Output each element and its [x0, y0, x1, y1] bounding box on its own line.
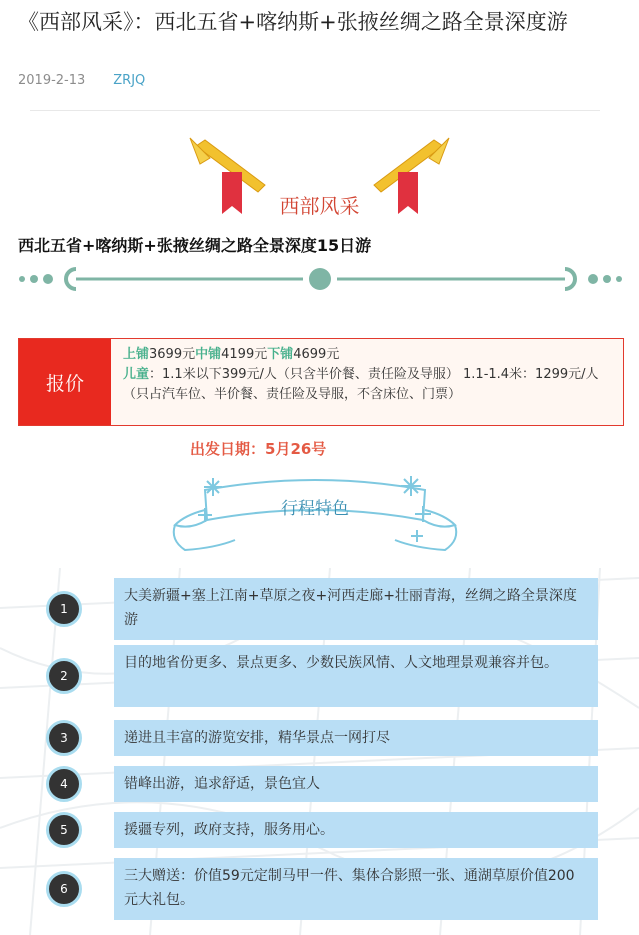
feature-item: [40, 812, 600, 848]
article-meta: [18, 73, 145, 88]
header-divider: [30, 110, 600, 111]
price-tag: 报价: [19, 339, 111, 425]
price-panel: [18, 338, 624, 426]
author-link[interactable]: ZRJQ: [113, 73, 146, 88]
middle-berth-price: 4199元: [221, 347, 268, 362]
feature-item: [40, 720, 600, 756]
price-details: [123, 345, 617, 405]
ornamental-divider: [18, 265, 623, 293]
feature-text: 错峰出游，追求舒适，景色宜人: [114, 766, 598, 802]
feature-number-badge: 2: [46, 658, 82, 694]
feature-number-badge: 1: [46, 591, 82, 627]
publish-date: 2019-2-13: [18, 73, 86, 88]
lower-berth-price: 4699元: [293, 347, 340, 362]
departure-date: 出发日期：5月26号: [190, 440, 327, 458]
feature-item: [40, 578, 600, 640]
feature-text: 递进且丰富的游览安排，精华景点一网打尽: [114, 720, 598, 756]
child-price-text: ：1.1米以下399元/人（只含半价餐、责任险及导服） 1.1-1.4米：1299元/人（只占汽车位、半价餐、责任险及导服，不含床位、门票）: [123, 367, 599, 402]
trip-subtitle: 西北五省+喀纳斯+张掖丝绸之路全景深度15日游: [18, 236, 372, 255]
features-heading: 行程特色: [281, 499, 349, 519]
feature-item: [40, 645, 600, 707]
child-price-label: 儿童: [123, 367, 150, 382]
feature-text: 援疆专列，政府支持，服务用心。: [114, 812, 598, 848]
feature-number-badge: 3: [46, 720, 82, 756]
upper-berth-price: 3699元: [149, 347, 196, 362]
middle-berth-label: 中铺: [195, 347, 222, 362]
feature-item: [40, 858, 600, 920]
feature-text: 目的地省份更多、景点更多、少数民族风情、人文地理景观兼容并包。: [114, 645, 598, 707]
feature-item: [40, 766, 600, 802]
article-title: 《西部风采》：西北五省+喀纳斯+张掖丝绸之路全景深度游: [18, 10, 568, 34]
lower-berth-label: 下铺: [267, 347, 294, 362]
feature-number-badge: 4: [46, 766, 82, 802]
feature-text: 大美新疆+塞上江南+草原之夜+河西走廊+壮丽青海，丝绸之路全景深度游: [114, 578, 598, 640]
feature-number-badge: 5: [46, 812, 82, 848]
feature-text: 三大赠送：价值59元定制马甲一件、集体合影照一张、通湖草原价值200元大礼包。: [114, 858, 598, 920]
upper-berth-label: 上铺: [123, 347, 150, 362]
banner-label: 西部风采: [279, 194, 360, 218]
feature-number-badge: 6: [46, 871, 82, 907]
